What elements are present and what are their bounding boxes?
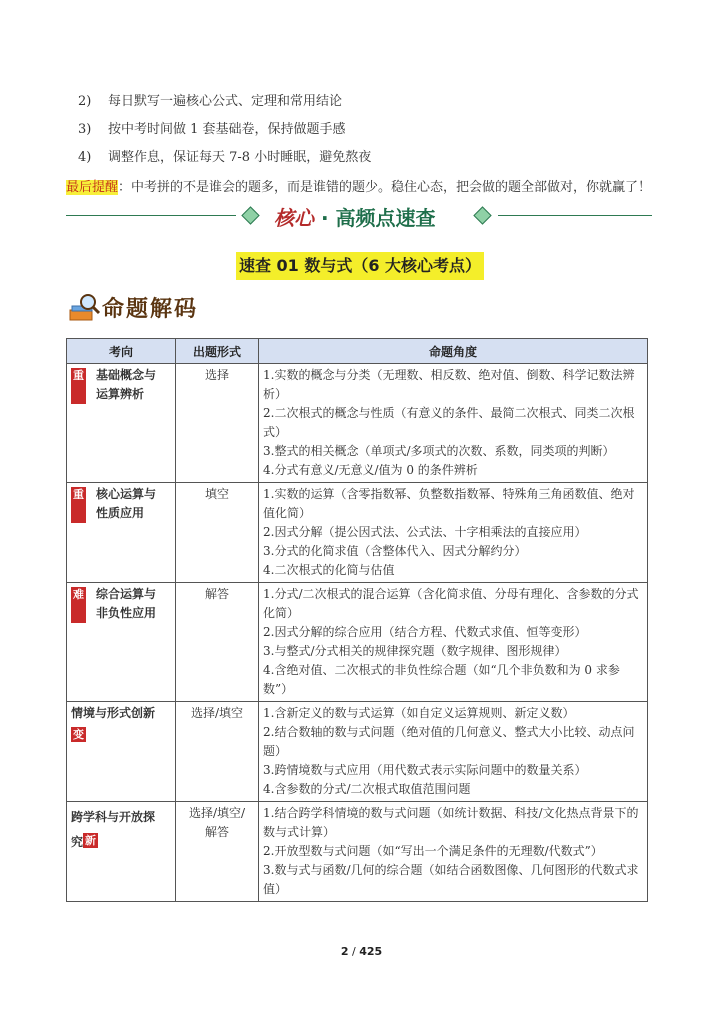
reminder-label: 最后提醒	[66, 180, 119, 195]
banner-title: 核心 · 高频点速查	[274, 206, 436, 230]
angle-cell: 1.分式/二次根式的混合运算（含化简求值、分母有理化、含参数的分式化简） 2.因式分解的综合应用（结合方程、代数式求值、恒等变形） 3.与整式/分式相关的规律探究题（数字规律、图形规律） 4.含绝对值、二次根式的非负性综合题（如“几个非负数和为 0 求参数”）	[259, 583, 648, 702]
form-cell: 选择	[176, 364, 259, 483]
topic-cell: 难 综合运算与 非负性应用	[67, 583, 176, 702]
section-subtitle: 速查 01 数与式（6 大核心考点）	[236, 252, 484, 280]
badge-important: 重	[71, 487, 86, 523]
section-heading: 命题解码	[68, 290, 228, 326]
table-row	[67, 702, 648, 802]
angle-cell: 1.实数的概念与分类（无理数、相反数、绝对值、倒数、科学记数法辨析） 2.二次根式的概念与性质（有意义的条件、最简二次根式、同类二次根式） 3.整式的相关概念（单项式/多项式的次数、系数，同类项的判断） 4.分式有意义/无意义/值为 0 的条件辨析	[259, 364, 648, 483]
angle-cell: 1.实数的运算（含零指数幂、负整数指数幂、特殊角三角函数值、绝对值化简） 2.因式分解（提公因式法、公式法、十字相乘法的直接应用） 3.分式的化简求值（含整体代入、因式分解约分） 4.二次根式的化简与估值	[259, 483, 648, 583]
badge-important: 重	[71, 368, 86, 404]
diamond-icon	[241, 206, 259, 224]
section-banner	[66, 200, 652, 232]
reminder-text: ：中考拼的不是谁会的题多，而是谁错的题少。稳住心态，把会做的题全部做对，你就赢了！	[118, 180, 652, 195]
badge-difficult: 难	[71, 587, 86, 623]
table-header-row	[67, 339, 648, 364]
list-item: 2) 每日默写一遍核心公式、定理和常用结论	[78, 94, 343, 109]
header-angle: 命题角度	[259, 339, 648, 364]
banner-line-right	[498, 215, 652, 216]
question-decode-table	[66, 338, 648, 902]
topic-cell: 重 核心运算与 性质应用	[67, 483, 176, 583]
diamond-icon	[473, 206, 491, 224]
banner-line-left	[66, 215, 236, 216]
badge-change: 变	[73, 728, 84, 741]
list-item: 3) 按中考时间做 1 套基础卷，保持做题手感	[78, 122, 346, 137]
final-reminder	[66, 176, 651, 195]
list-item: 4) 调整作息，保证每天 7-8 小时睡眠，避免熬夜	[78, 150, 372, 165]
badge-new: 新	[85, 834, 97, 847]
topic-cell: 情境与形式创新 变	[67, 702, 176, 802]
table-row	[67, 364, 648, 483]
page-number: 2 / 425	[340, 945, 383, 958]
topic-cell: 重 基础概念与 运算辨析	[67, 364, 176, 483]
table-row	[67, 583, 648, 702]
form-cell: 选择/填空/ 解答	[176, 802, 259, 902]
table-row	[67, 802, 648, 902]
form-cell: 选择/填空	[176, 702, 259, 802]
angle-cell: 1.结合跨学科情境的数与式问题（如统计数据、科技/文化热点背景下的数与式计算） 2.开放型数与式问题（如“写出一个满足条件的无理数/代数式”） 3.数与式与函数/几何的综合题（如结合函数图像、几何图形的代数式求值）	[259, 802, 648, 902]
topic-cell: 跨学科与开放探 究 新	[67, 802, 176, 902]
table-row	[67, 483, 648, 583]
magnifier-book-icon	[68, 292, 102, 326]
header-form: 出题形式	[176, 339, 259, 364]
form-cell: 解答	[176, 583, 259, 702]
angle-cell: 1.含新定义的数与式运算（如自定义运算规则、新定义数） 2.结合数轴的数与式问题（绝对值的几何意义、整式大小比较、动点问题） 3.跨情境数与式应用（用代数式表示实际问题中的数量关系） 4.含参数的分式/二次根式取值范围问题	[259, 702, 648, 802]
form-cell: 填空	[176, 483, 259, 583]
header-topic: 考向	[67, 339, 176, 364]
